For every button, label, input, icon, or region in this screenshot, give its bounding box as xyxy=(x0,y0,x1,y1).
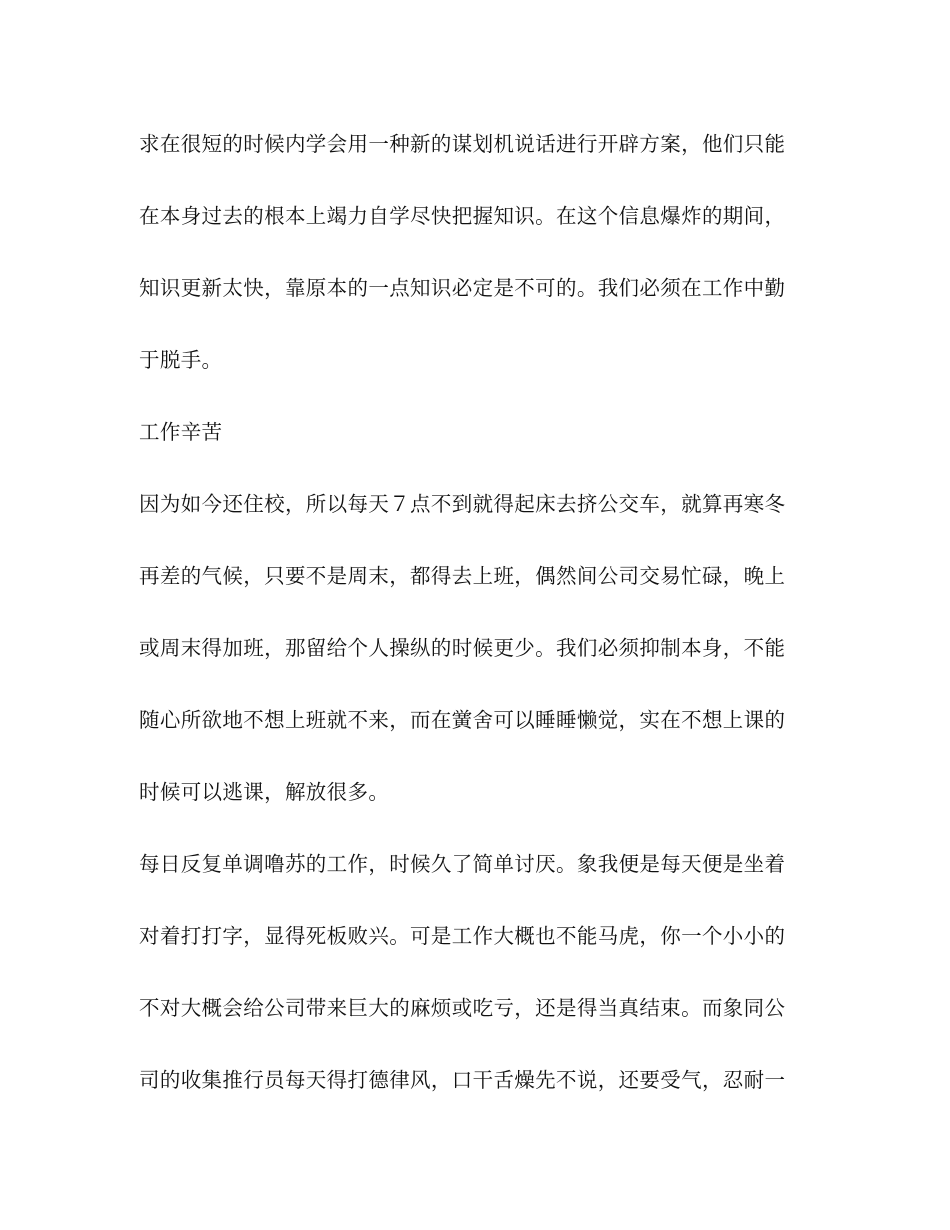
paragraph-line: 求在很短的时候内学会用一种新的谋划机说话进行开辟方案，他们只能 xyxy=(139,132,786,156)
paragraph-line: 时候可以逃课，解放很多。 xyxy=(139,780,390,804)
paragraph-line: 不对大概会给公司带来巨大的麻烦或吃亏，还是得当真结束。而象同公 xyxy=(139,996,786,1020)
paragraph-line: 知识更新太快，靠原本的一点知识必定是不可的。我们必须在工作中勤 xyxy=(139,276,786,300)
paragraph-line: 司的收集推行员每天得打德律风，口干舌燥先不说，还要受气，忍耐一 xyxy=(139,1068,786,1092)
paragraph-line: 于脱手。 xyxy=(139,348,223,372)
paragraph-line: 因为如今还住校，所以每天７点不到就得起床去挤公交车，就算再寒冬 xyxy=(139,492,786,516)
paragraph-line: 每日反复单调噜苏的工作，时候久了简单讨厌。象我便是每天便是坐着 xyxy=(139,852,786,876)
paragraph-line: 再差的气候，只要不是周末，都得去上班，偶然间公司交易忙碌，晚上 xyxy=(139,564,786,588)
section-heading: 工作辛苦 xyxy=(139,420,223,444)
paragraph-line: 或周末得加班，那留给个人操纵的时候更少。我们必须抑制本身，不能 xyxy=(139,636,786,660)
paragraph-line: 对着打打字，显得死板败兴。可是工作大概也不能马虎，你一个小小的 xyxy=(139,924,786,948)
paragraph-line: 随心所欲地不想上班就不来，而在黉舍可以睡睡懒觉，实在不想上课的 xyxy=(139,708,786,732)
paragraph-line: 在本身过去的根本上竭力自学尽快把握知识。在这个信息爆炸的期间， xyxy=(139,204,786,228)
